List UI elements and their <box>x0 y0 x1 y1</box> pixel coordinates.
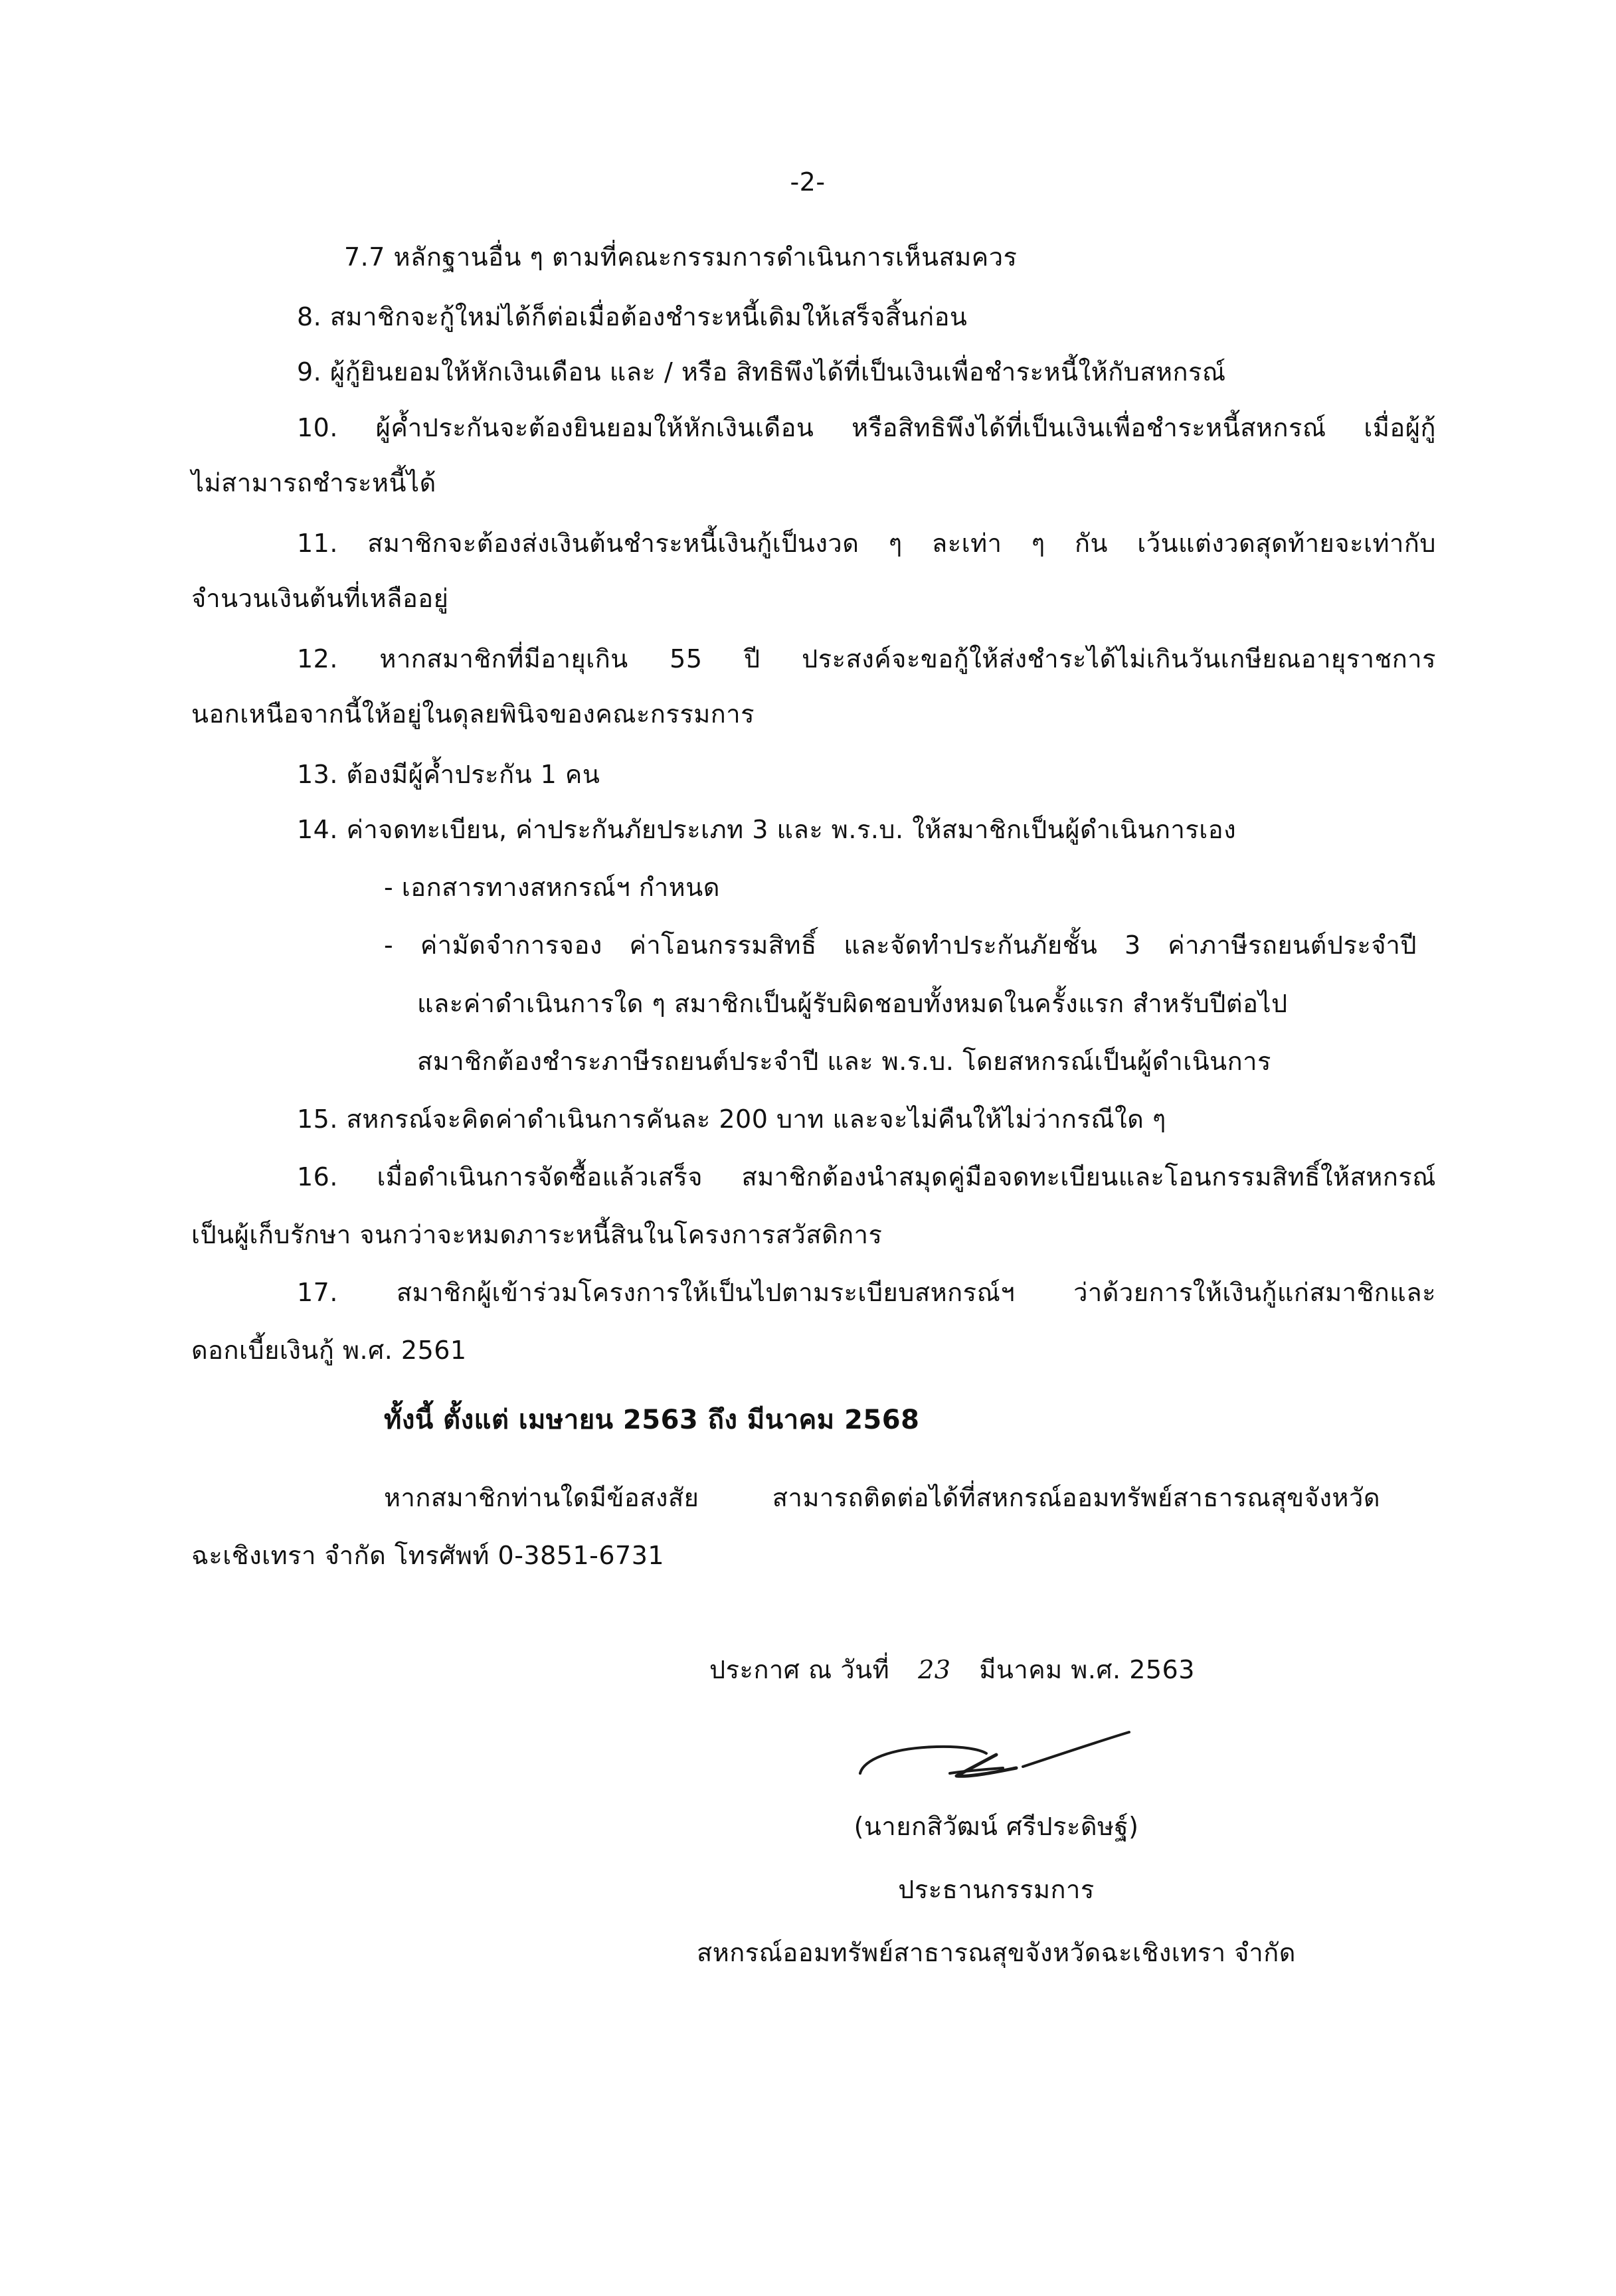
item-17: 17. สมาชิกผู้เข้าร่วมโครงการให้เป็นไปตามระเบียบสหกรณ์ฯ ว่าด้วยการให้เงินกู้แก่สมาชิกและ <box>297 1278 1436 1307</box>
signer-organization: สหกรณ์ออมทรัพย์สาธารณสุขจังหวัดฉะเชิงเทรา จำกัด <box>697 1938 1296 1967</box>
item-10-continued: ไม่สามารถชำระหนี้ได้ <box>191 468 436 497</box>
item-16: 16. เมื่อดำเนินการจัดซื้อแล้วเสร็จ สมาชิกต้องนำสมุดคู่มือจดทะเบียนและโอนกรรมสิทธิ์ให้สหกรณ์ <box>297 1162 1436 1192</box>
item-16-continued: เป็นผู้เก็บรักษา จนกว่าจะหมดภาระหนี้สินในโครงการสวัสดิการ <box>191 1220 883 1249</box>
item-10: 10. ผู้ค้ำประกันจะต้องยินยอมให้หักเงินเดือน หรือสิทธิพึงได้ที่เป็นเงินเพื่อชำระหนี้สหกรณ์ เมื่อผู้กู้ <box>297 413 1436 442</box>
item-14-sub-1: - เอกสารทางสหกรณ์ฯ กำหนด <box>384 873 720 902</box>
announcement-date <box>709 1650 1195 1690</box>
item-7-7: 7.7 หลักฐานอื่น ๆ ตามที่คณะกรรมการดำเนินการเห็นสมควร <box>344 242 1018 272</box>
effective-period: ทั้งนี้ ตั้งแต่ เมษายน 2563 ถึง มีนาคม 2568 <box>384 1405 920 1435</box>
item-14-sub-2-continued-1: และค่าดำเนินการใด ๆ สมาชิกเป็นผู้รับผิดชอบทั้งหมดในครั้งแรก สำหรับปีต่อไป <box>417 989 1288 1018</box>
announcement-month-year: มีนาคม พ.ศ. 2563 <box>979 1655 1195 1684</box>
item-12-continued: นอกเหนือจากนี้ให้อยู่ในดุลยพินิจของคณะกรรมการ <box>191 699 755 729</box>
announcement-day: 23 <box>918 1655 951 1684</box>
item-11: 11. สมาชิกจะต้องส่งเงินต้นชำระหนี้เงินกู้เป็นงวด ๆ ละเท่า ๆ กัน เว้นแต่งวดสุดท้ายจะเท่ากับ <box>297 529 1436 558</box>
item-14: 14. ค่าจดทะเบียน, ค่าประกันภัยประเภท 3 และ พ.ร.บ. ให้สมาชิกเป็นผู้ดำเนินการเอง <box>297 815 1237 844</box>
item-17-continued: ดอกเบี้ยเงินกู้ พ.ศ. 2561 <box>191 1336 467 1365</box>
page-number: -2- <box>790 167 826 197</box>
signature-image <box>844 1720 1149 1800</box>
signer-title: ประธานกรรมการ <box>898 1875 1095 1904</box>
item-8: 8. สมาชิกจะกู้ใหม่ได้ก็ต่อเมื่อต้องชำระหนี้เดิมให้เสร็จสิ้นก่อน <box>297 302 968 331</box>
item-11-continued: จำนวนเงินต้นที่เหลืออยู่ <box>191 584 449 613</box>
item-14-sub-2: - ค่ามัดจำการจอง ค่าโอนกรรมสิทธิ์ และจัดทำประกันภัยชั้น 3 ค่าภาษีรถยนต์ประจำปี <box>384 930 1417 960</box>
contact-line-2: ฉะเชิงเทรา จำกัด โทรศัพท์ 0-3851-6731 <box>191 1541 665 1570</box>
item-14-sub-2-continued-2: สมาชิกต้องชำระภาษีรถยนต์ประจำปี และ พ.ร.บ. โดยสหกรณ์เป็นผู้ดำเนินการ <box>417 1047 1271 1076</box>
item-15: 15. สหกรณ์จะคิดค่าดำเนินการคันละ 200 บาท และจะไม่คืนให้ไม่ว่ากรณีใด ๆ <box>297 1104 1166 1134</box>
item-13: 13. ต้องมีผู้ค้ำประกัน 1 คน <box>297 760 600 789</box>
contact-line-1: หากสมาชิกท่านใดมีข้อสงสัย สามารถติดต่อได้ที่สหกรณ์ออมทรัพย์สาธารณสุขจังหวัด <box>384 1483 1380 1512</box>
signer-name: (นายกสิวัฒน์ ศรีประดิษฐ์) <box>853 1812 1139 1841</box>
item-12: 12. หากสมาชิกที่มีอายุเกิน 55 ปี ประสงค์จะขอกู้ให้ส่งชำระได้ไม่เกินวันเกษียณอายุราชการ <box>297 644 1436 673</box>
announcement-prefix: ประกาศ ณ วันที่ <box>709 1655 890 1684</box>
item-9: 9. ผู้กู้ยินยอมให้หักเงินเดือน และ / หรือ สิทธิพึงได้ที่เป็นเงินเพื่อชำระหนี้ให้กับสหกรณ์ <box>297 357 1226 387</box>
